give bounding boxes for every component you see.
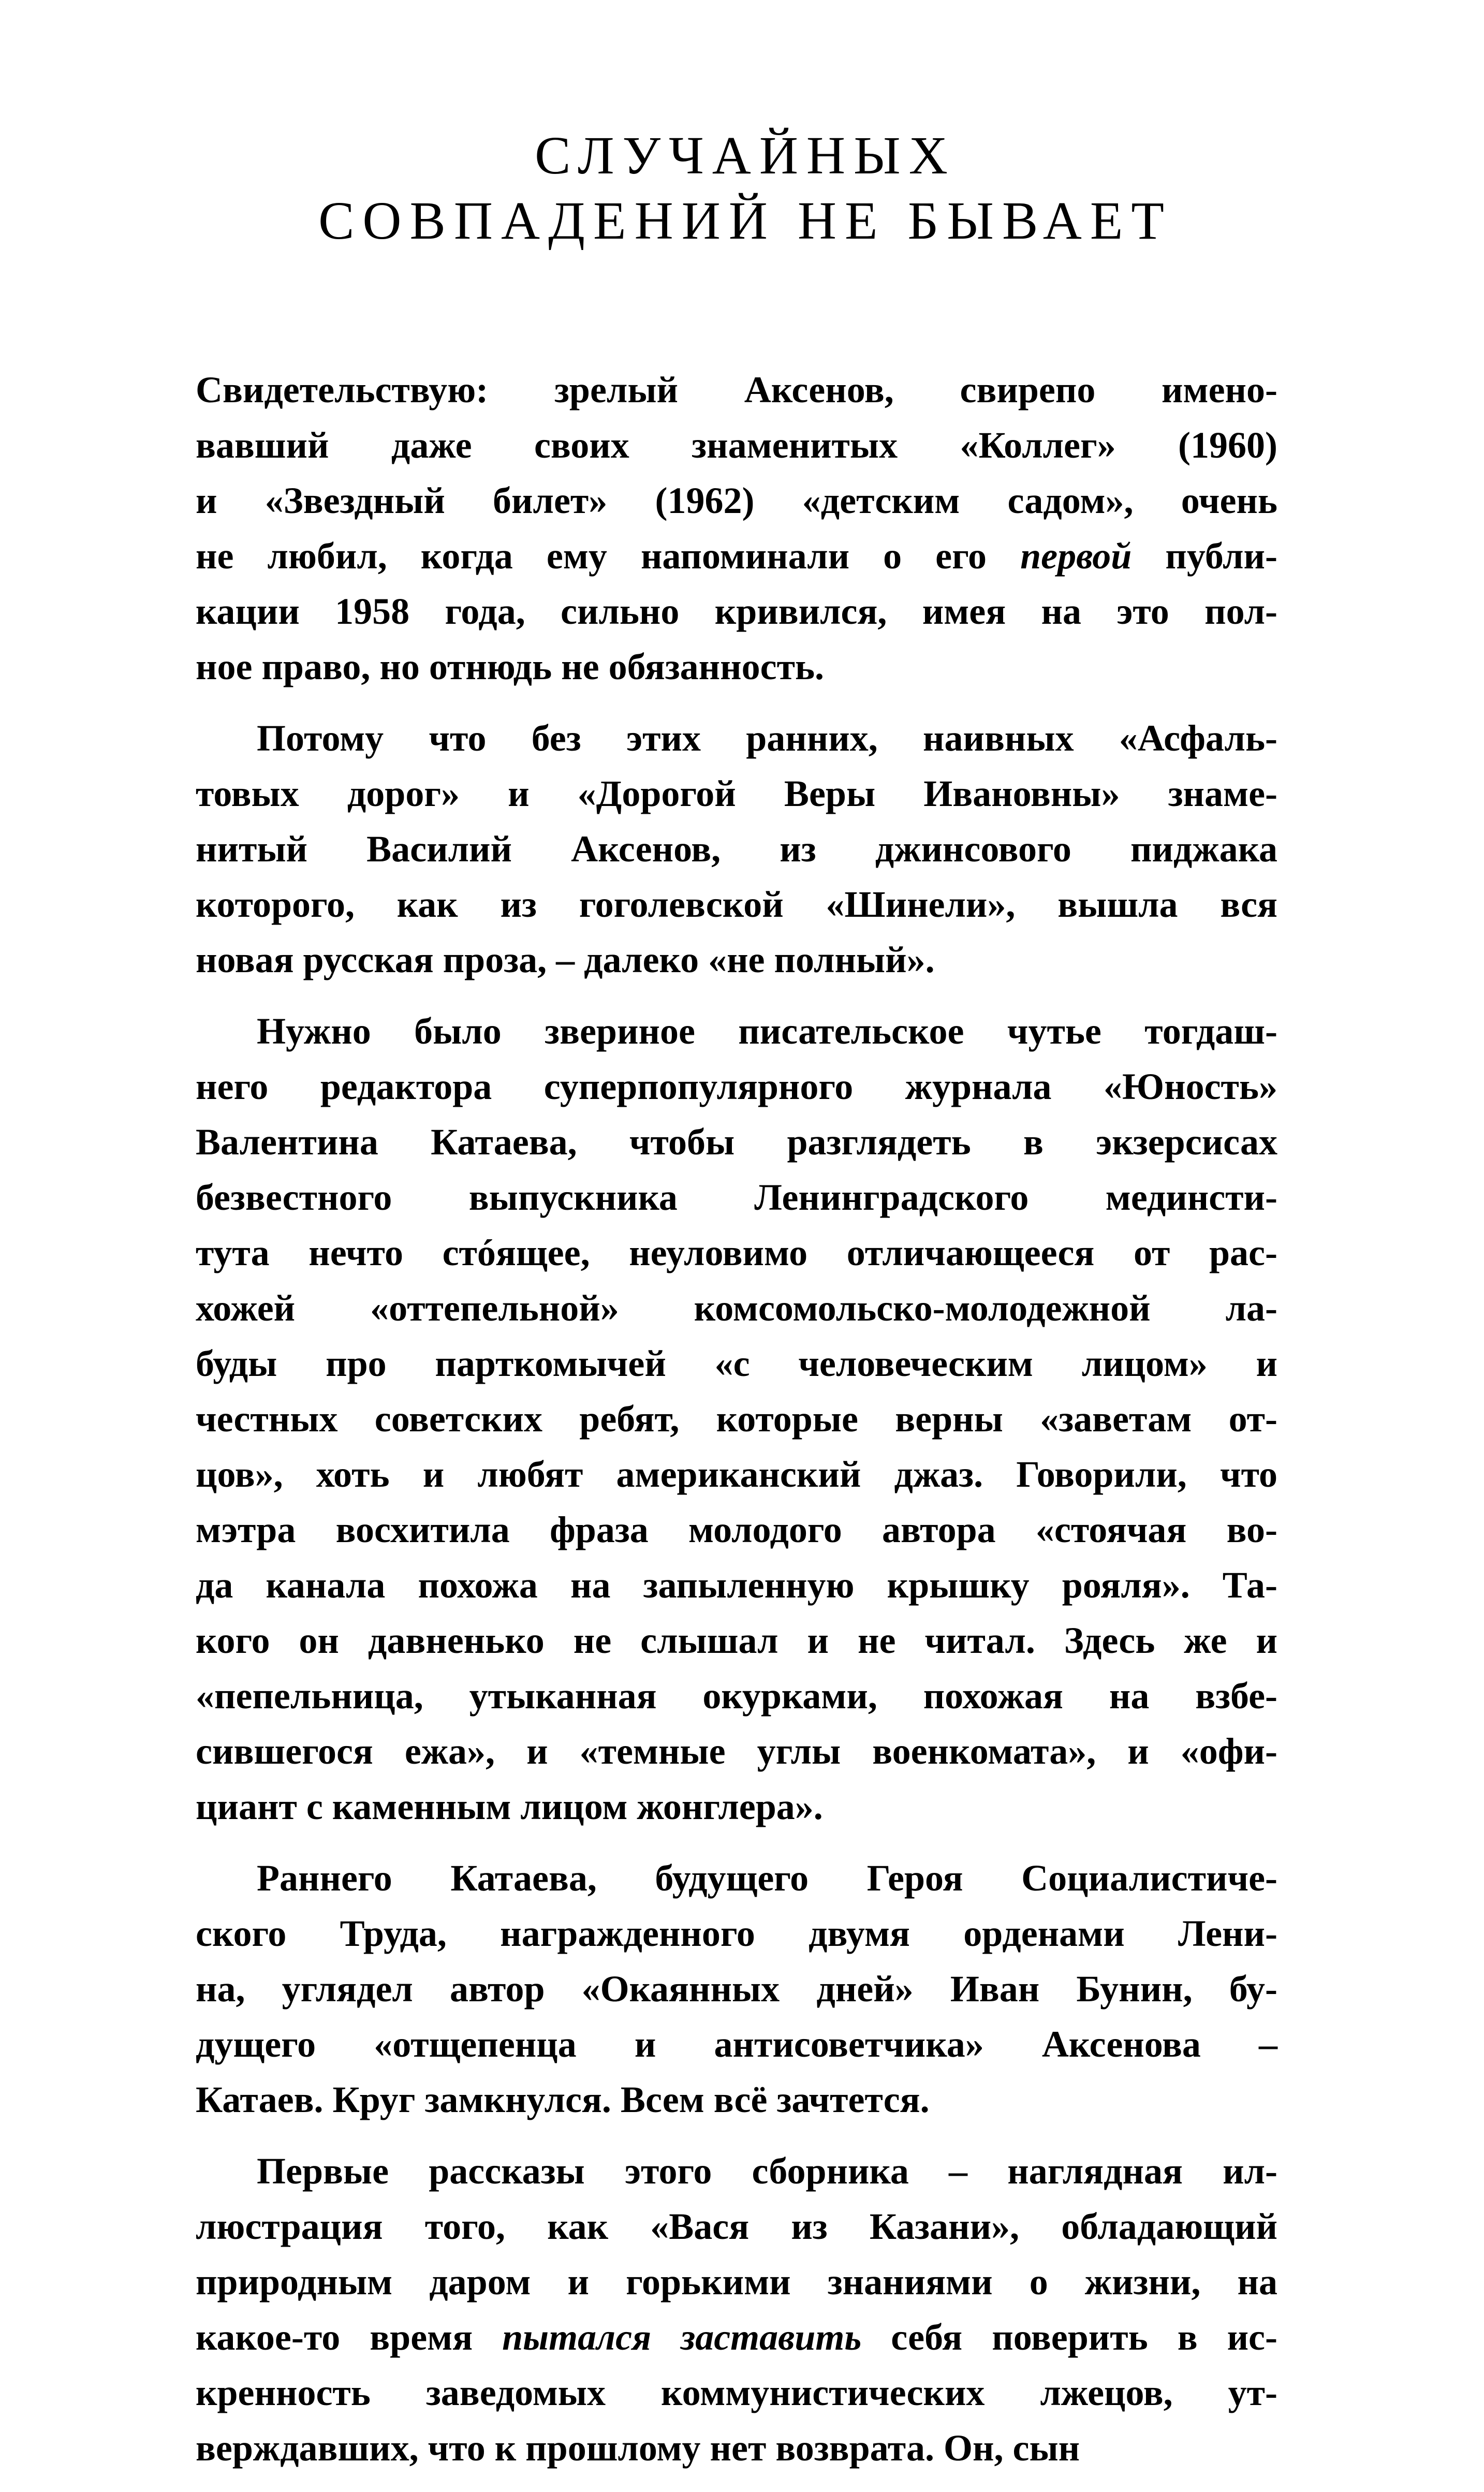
paragraph (196, 1004, 1277, 1835)
paragraph (196, 1851, 1277, 2128)
text-run: «пепельница, утыканная окурками, похожая на взбе- (196, 1675, 1277, 1717)
chapter-title-line-2: СОВПАДЕНИЙ НЕ БЫВАЕТ (318, 191, 1172, 251)
text-run: Раннего Катаева, будущего Героя Социалистиче- (257, 1857, 1277, 1899)
text-line (196, 1613, 1277, 1668)
text-run: люстрация того, как «Вася из Казани», обладающий (196, 2206, 1277, 2247)
text-run: публи- (1132, 535, 1277, 577)
text-run: не любил, когда ему напоминали о его (196, 535, 1021, 577)
text-run: ского Труда, награжденного двумя орденами Лени- (196, 1913, 1277, 1954)
paragraph (196, 711, 1277, 988)
text-line (196, 584, 1277, 639)
italic-emphasis: пытался заставить (502, 2317, 862, 2358)
italic-emphasis: первой (1020, 535, 1132, 577)
text-run: которого, как из гоголевской «Шинели», вышла вся (196, 884, 1277, 925)
text-run: нитый Василий Аксенов, из джинсового пиджака (196, 828, 1277, 870)
text-line (196, 2017, 1277, 2072)
text-run: него редактора суперпопулярного журнала «Юность» (196, 1066, 1277, 1107)
text-line (196, 932, 1277, 988)
text-line (196, 1059, 1277, 1115)
text-line (196, 2421, 1277, 2476)
text-line (196, 1336, 1277, 1391)
body-text (196, 362, 1277, 2492)
text-line (196, 1724, 1277, 1779)
text-line (196, 2310, 1277, 2365)
text-line (196, 1502, 1277, 1558)
text-line (196, 2254, 1277, 2310)
text-run: ное право, но отнюдь не обязанность. (196, 646, 825, 687)
text-line (196, 2144, 1277, 2199)
text-run: да канала похожа на запыленную крышку рояля». Та- (196, 1564, 1277, 1606)
text-run: Нужно было звериное писательское чутье тогдаш- (257, 1010, 1277, 1052)
text-line (196, 2072, 1277, 2128)
text-run: цов», хоть и любят американский джаз. Говорили, что (196, 1454, 1277, 1495)
text-run: безвестного выпускника Ленинградского мединсти- (196, 1177, 1277, 1218)
text-run: Потому что без этих ранних, наивных «Асфаль- (257, 717, 1277, 759)
text-run: мэтра восхитила фраза молодого автора «стоячая во- (196, 1509, 1277, 1550)
text-line (196, 1668, 1277, 1724)
text-run: на, углядел автор «Окаянных дней» Иван Бунин, бу- (196, 1968, 1277, 2010)
text-line (196, 1170, 1277, 1225)
text-run: тута нечто стóящее, неуловимо отличающееся от рас- (196, 1232, 1277, 1273)
text-line (196, 1558, 1277, 1613)
text-line (196, 1225, 1277, 1281)
text-line (196, 766, 1277, 822)
text-run: кренность заведомых коммунистических лжецов, ут- (196, 2372, 1277, 2413)
text-run: верждавших, что к прошлому нет возврата. Он, сын (196, 2427, 1080, 2469)
text-run: и «Звездный билет» (1962) «детским садом», очень (196, 480, 1277, 521)
text-run: буды про парткомычей «с человеческим лицом» и (196, 1343, 1277, 1384)
text-run: сившегося ежа», и «темные углы военкомата», и «офи- (196, 1731, 1277, 1772)
text-run: кации 1958 года, сильно кривился, имея на это пол- (196, 591, 1277, 632)
text-run: кого он давненько не слышал и не читал. Здесь же и (196, 1620, 1277, 1661)
text-run: Катаев. Круг замкнулся. Всем всё зачтется. (196, 2079, 930, 2120)
text-line (196, 362, 1277, 418)
text-run: товых дорог» и «Дорогой Веры Ивановны» знаме- (196, 773, 1277, 814)
text-line (196, 877, 1277, 932)
text-line (196, 1961, 1277, 2017)
paragraph (196, 2144, 1277, 2476)
text-run: хожей «оттепельной» комсомольско-молодежной ла- (196, 1287, 1277, 1329)
text-line (196, 1115, 1277, 1170)
text-line (196, 529, 1277, 584)
text-run: Свидетельствую: зрелый Аксенов, свирепо имено- (196, 369, 1277, 411)
text-line (196, 822, 1277, 877)
text-line (196, 1004, 1277, 1059)
text-run: какое-то время (196, 2317, 503, 2358)
text-run: циант с каменным лицом жонглера». (196, 1786, 823, 1827)
text-line (196, 639, 1277, 695)
text-line (196, 2365, 1277, 2421)
text-line (196, 2199, 1277, 2254)
chapter-title (197, 123, 1294, 254)
paragraph (196, 362, 1277, 695)
text-run: природным даром и горькими знаниями о жизни, на (196, 2261, 1277, 2303)
text-line (196, 1281, 1277, 1336)
text-run: вавший даже своих знаменитых «Коллег» (1960) (196, 424, 1277, 466)
text-run: дущего «отщепенца и антисоветчика» Аксенова – (196, 2024, 1277, 2065)
text-line (196, 1447, 1277, 1502)
text-line (196, 1391, 1277, 1447)
text-run: Первые рассказы этого сборника – наглядная ил- (257, 2150, 1277, 2192)
text-run: Валентина Катаева, чтобы разглядеть в экзерсисах (196, 1121, 1277, 1163)
text-run: себя поверить в ис- (861, 2317, 1277, 2358)
text-line (196, 473, 1277, 529)
text-line (196, 1851, 1277, 1906)
chapter-title-line-1: СЛУЧАЙНЫХ (535, 126, 956, 185)
text-run: новая русская проза, – далеко «не полный». (196, 939, 935, 980)
text-run: честных советских ребят, которые верны «заветам от- (196, 1398, 1277, 1440)
text-line (196, 418, 1277, 473)
text-line (196, 1779, 1277, 1835)
text-line (196, 1906, 1277, 1961)
text-line (196, 711, 1277, 766)
